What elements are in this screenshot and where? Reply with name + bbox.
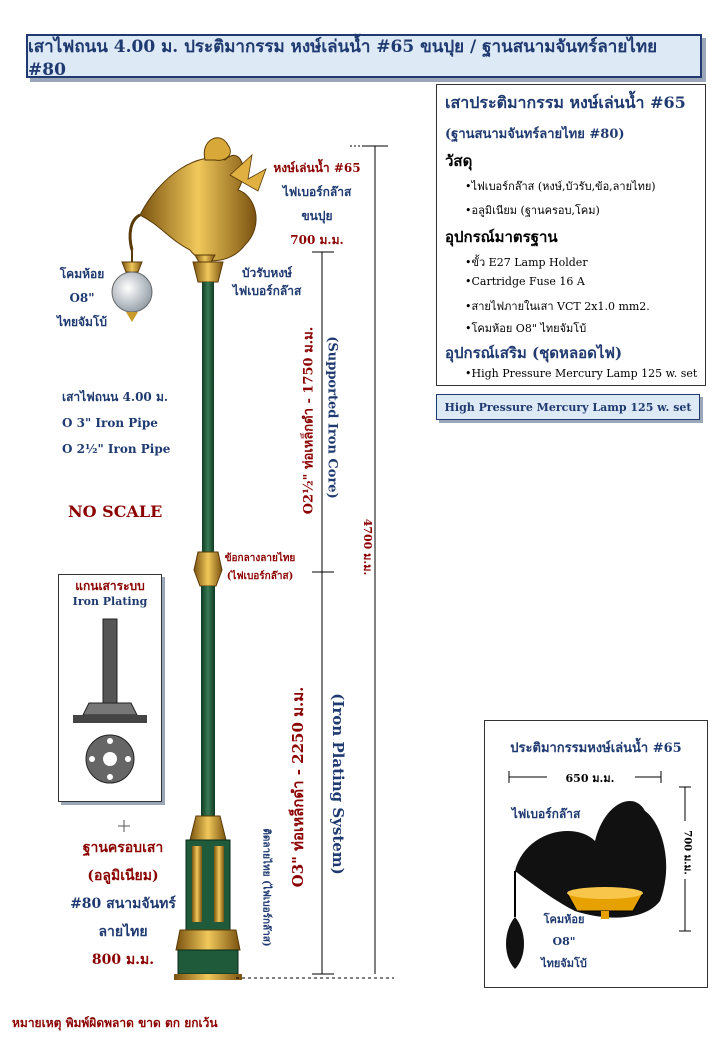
materials-title: วัสดุ xyxy=(445,152,473,170)
swan-label-style: ขนปุย xyxy=(301,209,333,223)
lantern-label-name: โคมห้อย xyxy=(59,267,105,281)
plating-drawing xyxy=(59,613,161,799)
pole-label-pipe-3: O 3" Iron Pipe xyxy=(62,416,158,430)
joint-label xyxy=(222,550,298,586)
equipment-item: •Cartridge Fuse 16 A xyxy=(465,275,585,288)
detail-material: ไฟเบอร์กล๊าส xyxy=(511,807,581,821)
detail-height: 700 ม.ม. xyxy=(681,830,693,875)
base-label-size: 800 ม.ม. xyxy=(91,952,155,968)
lantern-label-size: O8" xyxy=(69,291,95,305)
detail-title: ประติมากรรมหงษ์เล่นน้ำ #65 xyxy=(510,741,682,756)
no-scale-note: NO SCALE xyxy=(68,502,163,521)
footnote: หมายเหตุ พิมพ์ผิดพลาด ขาด ตก ยกเว้น xyxy=(12,1016,218,1030)
base-label-material: (อลูมิเนียม) xyxy=(87,868,159,884)
spec-heading: เสาประติมากรรม หงษ์เล่นน้ำ #65 xyxy=(445,93,686,112)
pole-label-height: เสาไฟถนน 4.00 ม. xyxy=(62,390,169,404)
base-label-name: ฐานครอบเสา xyxy=(82,840,164,856)
lotus-label-name: บัวรับหงษ์ xyxy=(241,266,293,280)
material-item: •ไฟเบอร์กล๊าส (หงษ์,บัวรับ,ข้อ,ลายไทย) xyxy=(465,180,656,193)
middle-joint xyxy=(194,552,222,586)
lantern-label xyxy=(50,262,114,334)
base-pattern-label: ติดลายไทย (ไฟเบอร์กล๊าส) xyxy=(260,828,272,947)
lower-pipe-note: (Iron Plating System) xyxy=(329,693,347,875)
plating-title: แกนเสาระบบ xyxy=(75,579,145,593)
swan-sculpture xyxy=(130,138,266,273)
total-height-dim: 4700 ม.ม. xyxy=(361,518,374,576)
lower-pole xyxy=(201,586,215,816)
spec-subheading: (ฐานสนามจันทร์ลายไทย #80) xyxy=(445,127,625,142)
lantern-label-style: ไทยจัมโบ้ xyxy=(57,315,107,329)
detail-lamp-style: ไทยจัมโบ้ xyxy=(541,957,587,970)
equipment-item: •สายไฟภายในเสา VCT 2x1.0 mm2. xyxy=(465,300,650,313)
hanging-lantern-icon xyxy=(112,250,152,322)
swan-detail-panel xyxy=(484,720,708,988)
detail-lamp-name: โคมห้อย xyxy=(543,913,585,926)
optional-item: •High Pressure Mercury Lamp 125 w. set xyxy=(465,367,698,380)
lotus-cup xyxy=(193,262,223,282)
swan-label-name: หงษ์เล่นน้ำ #65 xyxy=(273,161,361,175)
optional-title: อุปกรณ์เสริม (ชุดหลอดไฟ) xyxy=(445,344,623,362)
swan-label xyxy=(262,156,372,252)
swan-label-size: 700 ม.ม. xyxy=(290,233,344,247)
detail-width: 650 ม.ม. xyxy=(545,769,635,787)
iron-plating-panel xyxy=(58,574,162,802)
leader-lines xyxy=(118,820,130,832)
page-title: เสาไฟถนน 4.00 ม. ประติมากรรม หงษ์เล่นน้ำ #65 ขนปุย / ฐานสนามจันทร์ลายไทย #80 xyxy=(26,34,702,78)
equipment-item: •โคมห้อย O8" ไทยจัมโบ้ xyxy=(465,322,587,335)
upper-pole xyxy=(202,282,214,552)
equipment-title: อุปกรณ์มาตรฐาน xyxy=(445,228,558,246)
material-item: •อลูมิเนียม (ฐานครอบ,โคม) xyxy=(465,204,600,217)
joint-label-name: ข้อกลางลายไทย xyxy=(224,553,296,564)
detail-lamp-label xyxy=(529,909,599,975)
equipment-item: •ขั้ว E27 Lamp Holder xyxy=(465,256,588,269)
pole-label xyxy=(62,384,170,462)
lamp-set-banner: High Pressure Mercury Lamp 125 w. set xyxy=(436,394,700,420)
pole-label-pipe-2half: O 2½" Iron Pipe xyxy=(62,442,171,456)
base-label-model: #80 สนามจันทร์ xyxy=(70,896,176,912)
swan-label-material: ไฟเบอร์กล๊าส xyxy=(282,185,352,199)
plating-subtitle: Iron Plating xyxy=(72,595,148,608)
base-label xyxy=(56,834,190,974)
upper-pipe-dim: O2½" ท่อเหล็กดำ - 1750 ม.ม. xyxy=(301,326,317,515)
upper-pipe-note: (Supported Iron Core) xyxy=(324,336,340,499)
joint-label-material: (ไฟเบอร์กล๊าส) xyxy=(226,571,294,582)
lower-pipe-dim: O3" ท่อเหล็กดำ - 2250 ม.ม. xyxy=(289,686,307,888)
lotus-label xyxy=(222,264,312,300)
detail-lamp-size: O8" xyxy=(552,935,576,948)
lotus-label-material: ไฟเบอร์กล๊าส xyxy=(232,284,302,298)
base-label-pattern: ลายไทย xyxy=(98,924,148,940)
